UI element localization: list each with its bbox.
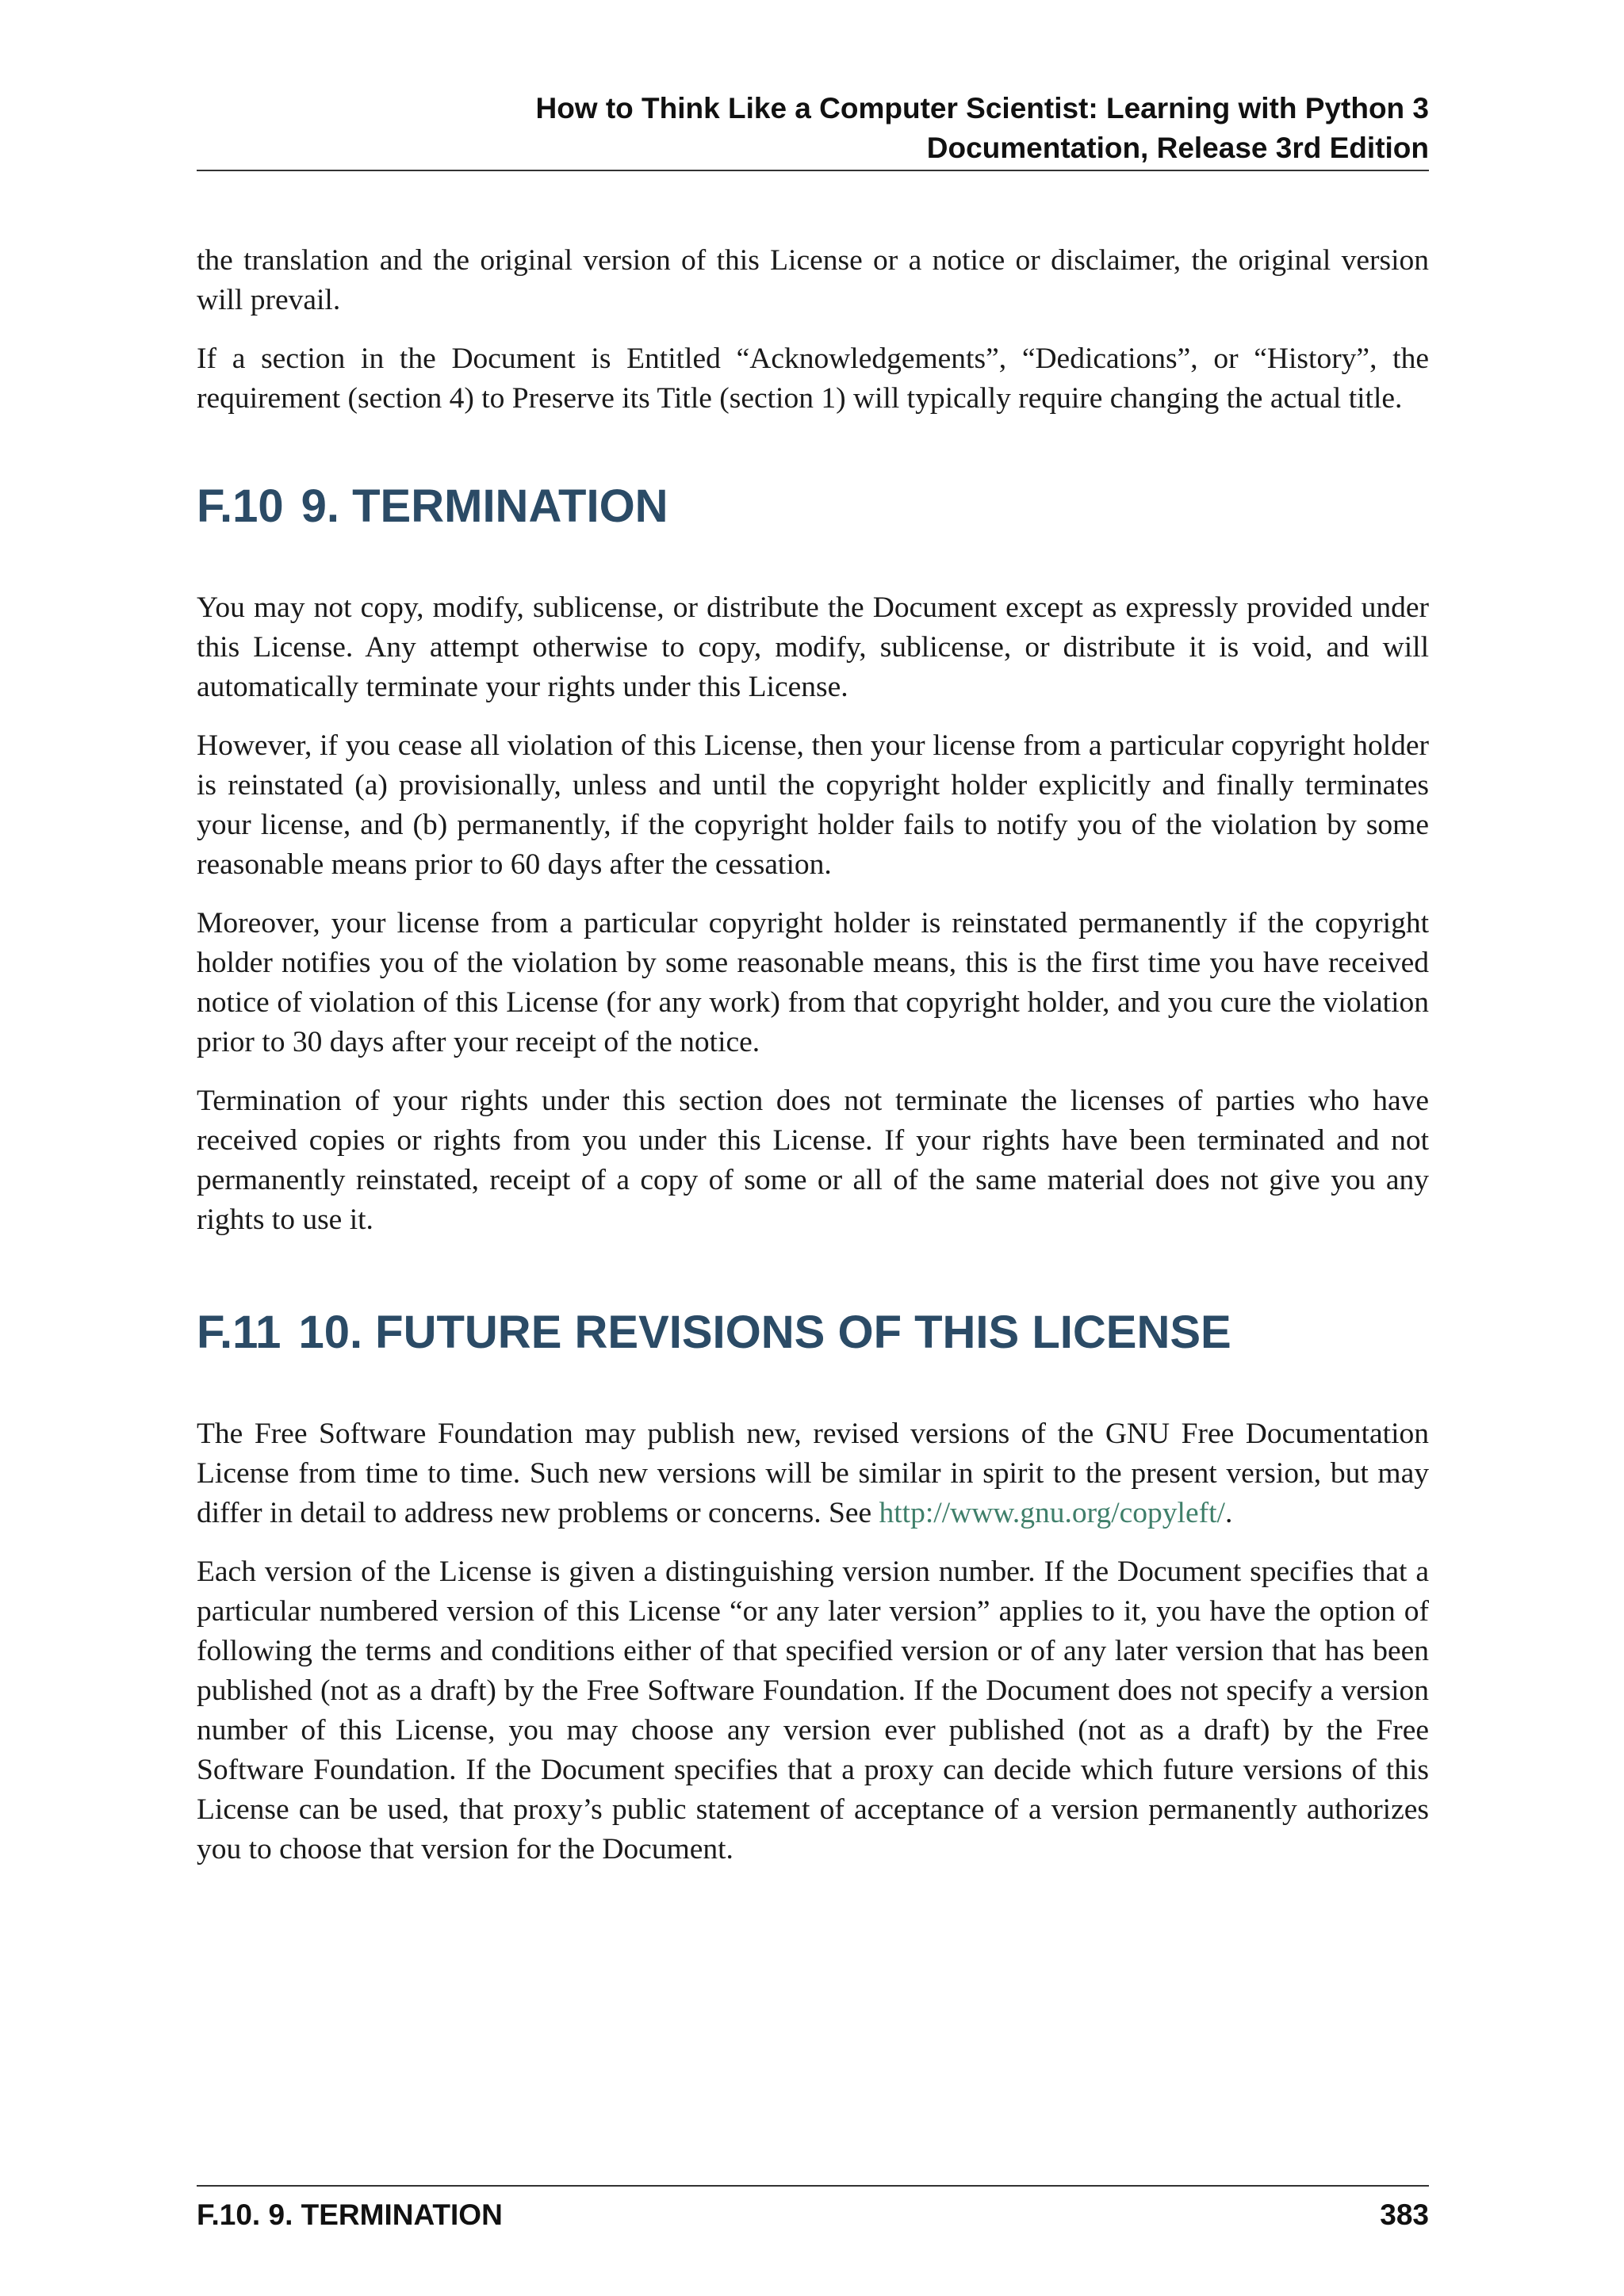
intro-paragraph-1: the translation and the original version of this License or a notice or disclaimer, the original version will prevail. <box>197 244 1429 316</box>
header-line-1: How to Think Like a Computer Scientist: Learning with Python 3 <box>535 92 1429 124</box>
section-number: F.11 <box>197 1307 282 1358</box>
section-title-text: 10. FUTURE REVISIONS OF THIS LICENSE <box>298 1307 1231 1358</box>
future-paragraph-2: Each version of the License is given a distinguishing version number. If the Document specifies that a particular numbered version of this License “or any later version” applies to it, you have the option of following the terms and conditions either of that specified version or of any later version that has been published (not as a draft) by the Free Software Foundation. If the Document does not specify a version number of this License, you may choose any version ever published (not as a draft) by the Free Software Foundation. If the Document specifies that a proxy can decide which future versions of this License can be used, that proxy’s public statement of acceptance of a version permanently authorizes you to choose that version for the Document. <box>197 1556 1429 1866</box>
future-paragraph-1-text: The Free Software Foundation may publish new, revised versions of the GNU Free Documentation License from time to time. Such new versions will be similar in spirit to the present version, but may differ in detail to address new problems or concerns. See <box>197 1418 1429 1529</box>
termination-paragraph-2: However, if you cease all violation of this License, then your license from a particular copyright holder is reinstated (a) provisionally, unless and until the copyright holder explicitly and finally terminates your license, and (b) permanently, if the copyright holder fails to notify you of the violation by some reasonable means prior to 60 days after the cessation. <box>197 729 1429 881</box>
footer-rule <box>197 2185 1429 2187</box>
termination-paragraph-4: Termination of your rights under this section does not terminate the licenses of parties who have received copies or rights from you under this License. If your rights have been terminated and not permanently reinstated, receipt of a copy of some or all of the same material does not give you any rights to use it. <box>197 1085 1429 1236</box>
future-paragraph-1 <box>197 1414 1429 1533</box>
future-paragraph-1-end: . <box>1224 1497 1233 1529</box>
running-header <box>197 89 1429 168</box>
copyleft-link[interactable]: http://www.gnu.org/copyleft/ <box>879 1497 1225 1529</box>
termination-paragraph-3: Moreover, your license from a particular copyright holder is reinstated permanently if the copyright holder notifies you of the violation by some reasonable means, this is the first time you have received notice of violation of this License (for any work) from that copyright holder, and you cure the violation prior to 30 days after your receipt of the notice. <box>197 907 1429 1058</box>
section-heading-future-revisions <box>197 1305 1429 1360</box>
running-footer <box>197 2195 1429 2236</box>
section-title-text: 9. TERMINATION <box>301 480 668 532</box>
header-line-2: Documentation, Release 3rd Edition <box>926 132 1429 164</box>
page-content <box>197 241 1429 1888</box>
header-rule <box>197 170 1429 171</box>
page-number: 383 <box>1380 2198 1429 2231</box>
termination-paragraph-1: You may not copy, modify, sublicense, or distribute the Document except as expressly provided under this License. Any attempt otherwise to copy, modify, sublicense, or distribute it is void, and will automatically terminate your rights under this License. <box>197 591 1429 703</box>
section-number: F.10 <box>197 480 284 532</box>
section-heading-termination <box>197 479 1429 534</box>
document-page <box>197 0 1429 2296</box>
intro-paragraph-2: If a section in the Document is Entitled “Acknowledgements”, “Dedications”, or “History”, the requirement (section 4) to Preserve its Title (section 1) will typically require changing the actual title. <box>197 342 1429 415</box>
footer-section-label: F.10. 9. TERMINATION <box>197 2198 503 2231</box>
